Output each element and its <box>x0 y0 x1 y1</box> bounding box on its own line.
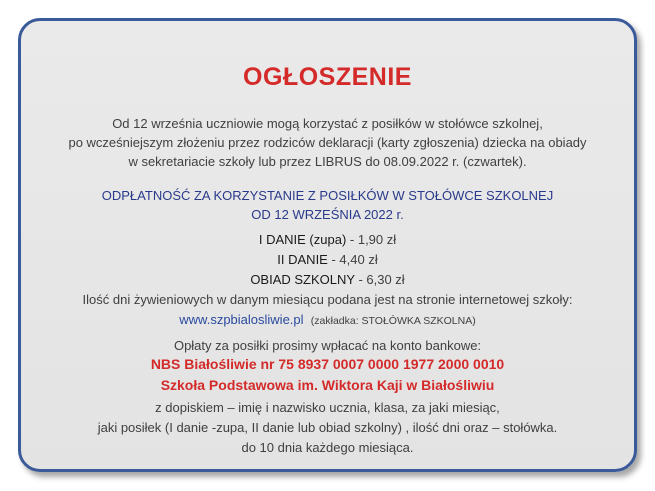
payment-note-1: z dopiskiem – imię i nazwisko ucznia, klasa, za jaki miesiąc, <box>155 400 500 415</box>
website-link[interactable]: www.szpbialosliwie.pl <box>179 312 304 327</box>
fees-heading-line-2: OD 12 WRZEŚNIA 2022 r. <box>251 207 404 222</box>
price-value: - 6,30 zł <box>354 272 405 287</box>
bank-account: NBS Białośliwie nr 75 8937 0007 0000 1977 2000 0010 <box>150 356 505 372</box>
price-value: - 1,90 zł <box>346 232 397 247</box>
payment-intro: Opłaty za posiłki prosimy wpłacać na konto bankowe: <box>173 338 482 353</box>
fees-heading-line-1: ODPŁATNOŚĆ ZA KORZYSTANIE Z POSIŁKÓW W STOŁÓWCE SZKOLNEJ <box>101 188 554 203</box>
website-note: (zakładka: STOŁÓWKA SZKOLNA) <box>310 315 476 327</box>
website-line <box>0 311 655 330</box>
price-row-main-course <box>0 251 655 268</box>
price-label: I DANIE (zupa) <box>258 232 347 247</box>
school-name: Szkoła Podstawowa im. Wiktora Kaji w Białośliwiu <box>160 377 495 393</box>
intro-line-3: w sekretariacie szkoły lub przez LIBRUS do 08.09.2022 r. (czwartek). <box>128 154 527 169</box>
price-value: - 4,40 zł <box>327 252 378 267</box>
price-row-soup <box>0 231 655 248</box>
days-info: Ilość dni żywieniowych w danym miesiącu podana jest na stronie internetowej szkoły: <box>82 292 573 307</box>
payment-note-2: jaki posiłek (I danie -zupa, II danie lub obiad szkolny) , ilość dni oraz – stołówka. <box>97 420 558 435</box>
price-row-full-lunch <box>0 271 655 288</box>
intro-line-2: po wcześniejszym złożeniu przez rodziców deklaracji (karty zgłoszenia) dziecka na obiady <box>68 135 587 150</box>
announcement-title: OGŁOSZENIE <box>243 63 412 91</box>
payment-note-3: do 10 dnia każdego miesiąca. <box>241 440 414 455</box>
price-label: OBIAD SZKOLNY <box>250 272 355 287</box>
price-label: II DANIE <box>277 252 328 267</box>
intro-line-1: Od 12 września uczniowie mogą korzystać z posiłków w stołówce szkolnej, <box>112 116 543 131</box>
